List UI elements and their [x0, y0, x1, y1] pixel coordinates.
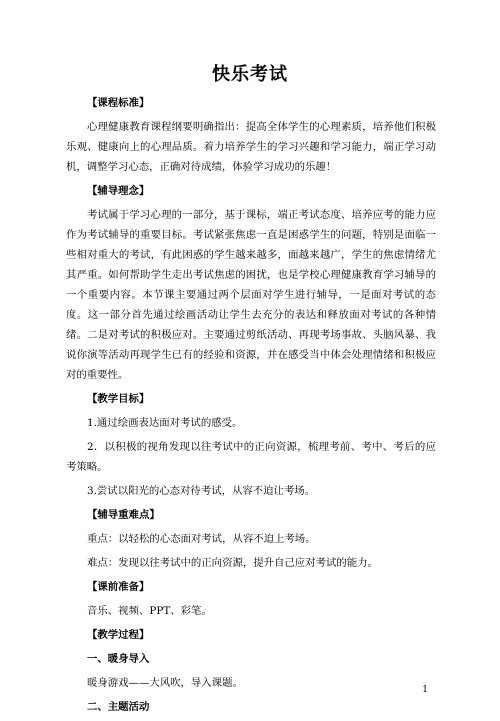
section-heading-preparation: 【课前准备】	[87, 581, 150, 593]
goal-item: 1.通过绘画表达面对考试的感受。	[87, 417, 243, 429]
paragraph: 考试属于学习心理的一部分，基于课标，端正考试态度、培养应考的能力应作为考试辅导的重要目标。考试紧张焦虑一直是困惑学生的问题，特别是面临一些相对重大的考试，有此困惑的学生越来越多，面越来越广，学生的焦虑情绪尤其严重。如何帮助学生走出考试焦虑的困扰，也是学校心理健康教育学习辅导的一个重要内容。本节课主要通过两个层面对学生进行辅导，一是面对考试的态度。这一部分首先通过绘画活动让学生去充分的表达和释放面对考试的各种情绪。二是对考试的积极应对。主要通过剪纸活动、再现考场事故、头脑风暴、我说你演等活动再现学生已有的经验和资源，并在感受当中体会处理情绪和积极应对的重要性。	[66, 209, 436, 381]
subsection-heading-main-activity: 二、主题活动	[87, 701, 150, 713]
section-heading-curriculum-standard: 【课程标准】	[87, 97, 150, 109]
preparation-materials: 音乐、视频、PPT、彩笔。	[87, 605, 212, 617]
page-title: 快乐考试	[212, 64, 288, 85]
paragraph: 心理健康教育课程纲要明确指出：提高全体学生的心理素质，培养他们积极乐观、健康向上的心理品质。着力培养学生的学习兴趣和学习能力，端正学习动机，调整学习心态，正确对待成绩，体验学习成功的乐趣！	[66, 121, 436, 173]
page-number: 1	[422, 685, 428, 695]
goal-item: 3.尝试以阳光的心态对待考试，从容不迫让考场。	[87, 485, 316, 497]
difficult-point: 难点：发现以往考试中的正向资源，提升自己应对考试的能力。	[87, 557, 378, 569]
document-body	[66, 93, 436, 721]
section-heading-teaching-process: 【教学过程】	[87, 629, 150, 641]
section-heading-teaching-goals: 【教学目标】	[87, 393, 150, 405]
key-point: 重点：以轻松的心态面对考试，从容不迫上考场。	[87, 533, 316, 545]
section-heading-guidance-concept: 【辅导理念】	[87, 185, 150, 197]
section-heading-key-points: 【辅导重难点】	[87, 509, 160, 521]
warmup-text: 暖身游戏——大风吹，导入课题。	[87, 677, 243, 689]
subsection-heading-warmup: 一、暖身导入	[87, 653, 150, 665]
goal-item: 2．以积极的视角发现以往考试中的正向资源，梳理考前、考中、考后的应考策略。	[66, 441, 436, 473]
